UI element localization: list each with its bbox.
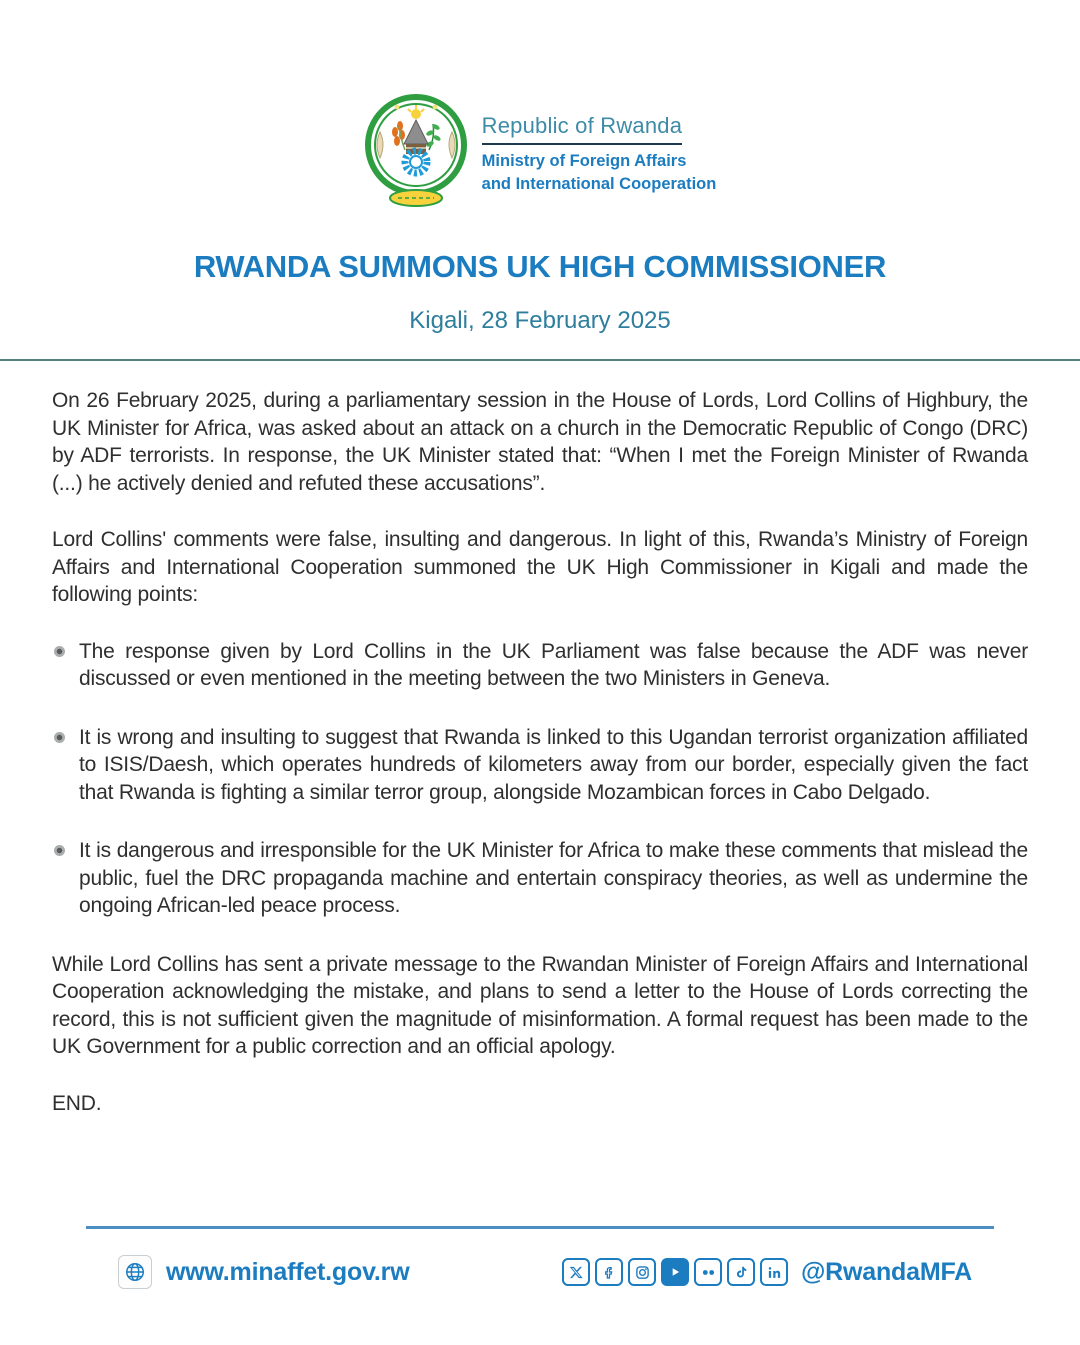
rwanda-coat-of-arms [364, 92, 468, 210]
paragraph-2: Lord Collins' comments were false, insulting and dangerous. In light of this, Rwanda’s Ministry of Foreign Affairs and International Cooperation summoned the UK High Commissioner in Kigali and made the following points: [52, 528, 1028, 606]
points-list [52, 638, 1028, 920]
bullet-text: It is wrong and insulting to suggest that Rwanda is linked to this Ugandan terrorist organization affiliated to ISIS/Daesh, which operates hundreds of kilometers away from our border, especially given the fact that Rwanda is fighting a similar terror group, alongside Mozambican forces in Cabo Delgado. [79, 725, 1028, 804]
instagram-icon[interactable] [628, 1258, 656, 1286]
letterhead [0, 0, 1080, 361]
republic-of-rwanda-label: Republic of Rwanda [482, 113, 683, 145]
paragraph-1: On 26 February 2025, during a parliamentary session in the House of Lords, Lord Collins of Highbury, the UK Minister for Africa, was asked about an attack on a church in the Democratic Republic of Congo (DRC) by ADF terrorists. In response, the UK Minister stated that: “When I met the Foreign Minister of Rwanda (...) he actively denied and refuted these accusations”. [52, 389, 1028, 495]
page-title: RWANDA SUMMONS UK HIGH COMMISSIONER [193, 249, 887, 284]
social-links [562, 1258, 972, 1287]
bullet-text: The response given by Lord Collins in the UK Parliament was false because the ADF was never discussed or even mentioned in the meeting between the two Ministers in Geneva. [79, 639, 1028, 690]
footer [0, 1226, 1080, 1345]
youtube-icon[interactable] [661, 1258, 689, 1286]
bullet-icon [54, 732, 65, 743]
tiktok-icon[interactable] [727, 1258, 755, 1286]
bullet-text: It is dangerous and irresponsible for the UK Minister for Africa to make these comments that mislead the public, fuel the DRC propaganda machine and entertain conspiracy theories, as well as undermine the ongoing African-led peace process. [79, 839, 1028, 917]
ministry-name-block [482, 107, 717, 194]
flickr-icon[interactable] [694, 1258, 722, 1286]
footer-divider [86, 1226, 994, 1229]
x-twitter-icon[interactable] [562, 1258, 590, 1286]
list-item [52, 638, 1028, 693]
ministry-label-line1: Ministry of Foreign Affairs [481, 152, 687, 171]
ministry-label-line2: and International Cooperation [481, 175, 717, 193]
list-item [52, 724, 1028, 807]
dateline: Kigali, 28 February 2025 [409, 307, 671, 334]
website-url[interactable]: www.minaffet.gov.rw [166, 1257, 410, 1286]
list-item [52, 837, 1028, 920]
facebook-icon[interactable] [595, 1258, 623, 1286]
social-handle[interactable]: @RwandaMFA [801, 1257, 972, 1286]
globe-icon [118, 1255, 152, 1289]
end-marker: END. [52, 1091, 102, 1115]
website-link[interactable] [118, 1255, 409, 1289]
bullet-icon [54, 845, 65, 856]
bullet-icon [54, 646, 65, 657]
paragraph-3: While Lord Collins has sent a private message to the Rwandan Minister of Foreign Affairs and International Cooperation acknowledging the mistake, and plans to send a letter to the House of Lords correcting the record, this is not sufficient given the magnitude of misinformation. A formal request has been made to the UK Government for a public correction and an official apology. [52, 952, 1028, 1058]
linkedin-icon[interactable] [760, 1258, 788, 1286]
press-release-body [0, 361, 1080, 1226]
